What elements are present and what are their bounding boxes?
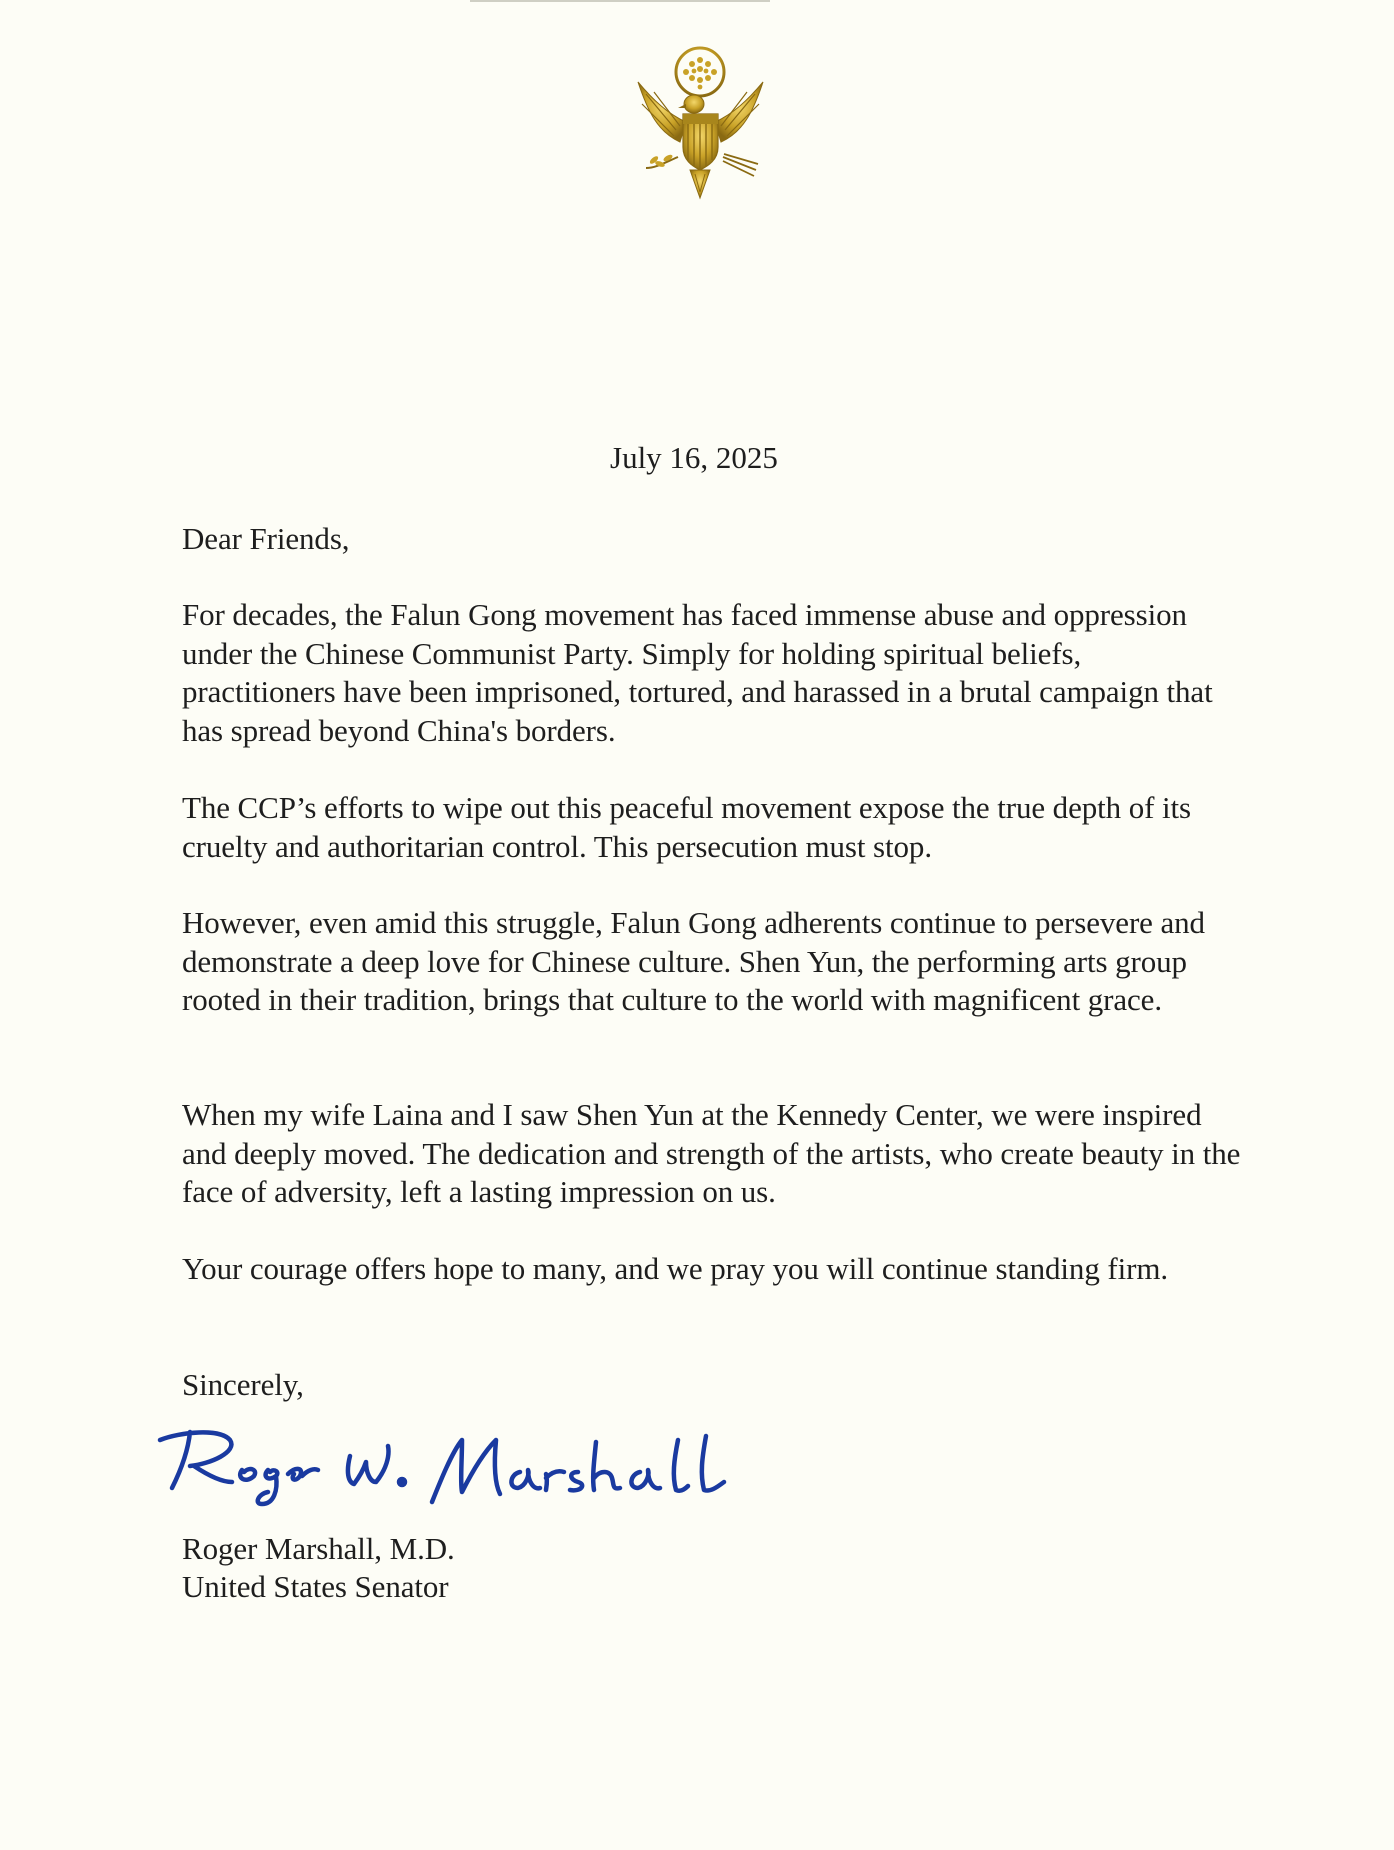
paragraph-courage: Your courage offers hope to many, and we pray you will continue standing firm. [182, 1251, 1169, 1286]
closing: Sincerely, [182, 1367, 304, 1402]
handwritten-signature [150, 1412, 800, 1512]
signer-name: Roger Marshall, M.D. [182, 1531, 455, 1566]
top-edge-rule [470, 0, 770, 2]
signer-title: United States Senator [182, 1569, 449, 1604]
letter-date: July 16, 2025 [610, 440, 778, 475]
paragraph-persecution: For decades, the Falun Gong movement has faced immense abuse and oppression under the Chinese Communist Party. Simply for holding spiritual beliefs, practitioners have been imprisoned, tortured, and harassed in a brutal campaign that has spread beyond China's borders. [182, 597, 1213, 748]
great-seal-emblem [628, 42, 773, 202]
paragraph-kennedy-center: When my wife Laina and I saw Shen Yun at the Kennedy Center, we were inspired and deeply moved. The dedication and strength of the artists, who create beauty in the face of adversity, left a lasting impression on us. [182, 1097, 1241, 1209]
salutation: Dear Friends, [182, 521, 350, 556]
paragraph-ccp-efforts: The CCP’s efforts to wipe out this peaceful movement expose the true depth of its cruelty and authoritarian control. This persecution must stop. [182, 790, 1191, 864]
paragraph-shen-yun: However, even amid this struggle, Falun Gong adherents continue to persevere and demonstrate a deep love for Chinese culture. Shen Yun, the performing arts group rooted in their tradition, brings that culture to the world with magnificent grace. [182, 905, 1205, 1017]
